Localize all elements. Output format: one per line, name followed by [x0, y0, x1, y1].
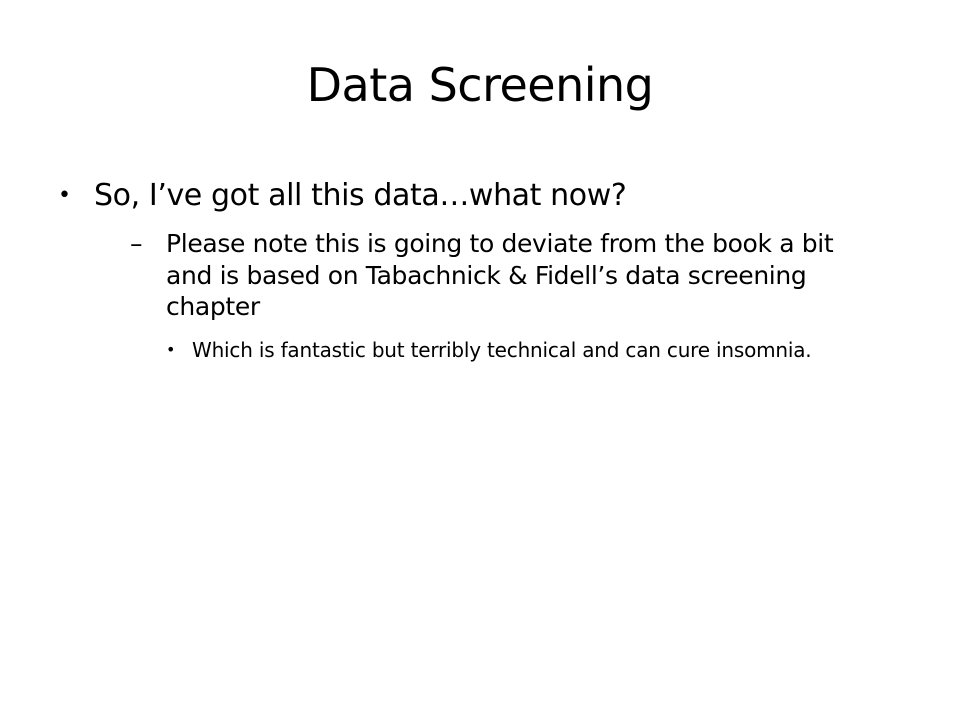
slide-title: Data Screening — [306, 58, 654, 112]
bullet-dash-icon: – — [130, 229, 143, 258]
bullet-level-3 — [166, 337, 812, 363]
bullet-level-1 — [58, 178, 908, 214]
bullet-level-2-text: Please note this is going to deviate from the book a bit and is based on Tabachnick & Fidell’s data screening chapter — [166, 229, 834, 321]
bullet-small-dot-icon: • — [166, 339, 176, 359]
slide-body — [58, 178, 908, 363]
bullet-level-2 — [130, 228, 858, 323]
bullet-level-3-text: Which is fantastic but terribly technical and can cure insomnia. — [192, 337, 812, 362]
bullet-level-1-text: So, I’ve got all this data…what now? — [94, 178, 627, 213]
bullet-dot-icon: • — [58, 183, 71, 208]
